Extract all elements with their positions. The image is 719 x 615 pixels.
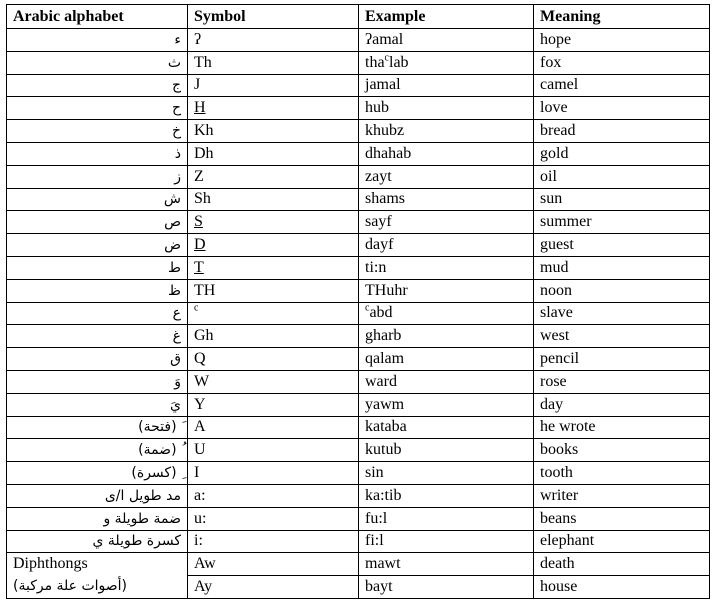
symbol-cell xyxy=(188,530,359,553)
example-cell xyxy=(359,416,534,439)
symbol-cell xyxy=(188,234,359,257)
example-word: THuhr xyxy=(365,281,408,299)
meaning-word: slave xyxy=(540,304,573,322)
table-row xyxy=(7,416,710,439)
example-word: gharb xyxy=(365,327,402,345)
meaning-word: oil xyxy=(540,167,557,185)
meaning-cell xyxy=(534,51,710,74)
arabic-letter-cell xyxy=(7,325,188,348)
example-word: jamal xyxy=(365,76,401,94)
meaning-cell xyxy=(534,211,710,234)
arabic-letter-cell xyxy=(7,234,188,257)
symbol-cell xyxy=(188,416,359,439)
arabic-letter-cell xyxy=(7,256,188,279)
meaning-word: bread xyxy=(540,122,576,140)
symbol-value: A xyxy=(194,418,206,436)
arabic-letter-cell xyxy=(7,484,188,507)
arabic-letter: ذ xyxy=(174,145,181,162)
meaning-cell xyxy=(534,576,710,599)
example-cell xyxy=(359,484,534,507)
table-row xyxy=(7,256,710,279)
header-row xyxy=(7,5,710,29)
arabic-letter: كسرة طويلة ي xyxy=(92,533,181,550)
symbol-cell xyxy=(188,576,359,599)
example-word: dayf xyxy=(365,236,394,254)
diphthongs-label-arabic: (أصوات علة مركبة) xyxy=(13,578,128,595)
meaning-cell xyxy=(534,29,710,52)
example-word: mawt xyxy=(365,555,401,573)
example-cell xyxy=(359,507,534,530)
arabic-letter-cell xyxy=(7,165,188,188)
table-row xyxy=(7,507,710,530)
table-row xyxy=(7,165,710,188)
meaning-cell xyxy=(534,553,710,576)
example-word: bayt xyxy=(365,578,393,596)
symbol-value: Ay xyxy=(194,578,213,596)
table-row xyxy=(7,142,710,165)
header-example: Example xyxy=(359,5,534,29)
example-cell xyxy=(359,439,534,462)
example-word: hub xyxy=(365,99,389,117)
example-word: sin xyxy=(365,464,384,482)
meaning-word: day xyxy=(540,395,564,413)
meaning-word: he wrote xyxy=(540,418,596,436)
arabic-letter-cell xyxy=(7,416,188,439)
example-cell xyxy=(359,211,534,234)
symbol-value: a: xyxy=(194,486,206,504)
example-word: ti:n xyxy=(365,258,387,276)
example-word-part: abd xyxy=(369,304,393,322)
symbol-value: Gh xyxy=(194,327,214,345)
meaning-cell xyxy=(534,348,710,371)
arabic-letter: ء xyxy=(174,31,181,48)
meaning-word: summer xyxy=(540,213,592,231)
table-row xyxy=(7,370,710,393)
symbol-cell xyxy=(188,142,359,165)
meaning-word: beans xyxy=(540,509,577,527)
diphthongs-label-cell xyxy=(7,553,188,599)
symbol-cell xyxy=(188,370,359,393)
meaning-cell xyxy=(534,416,710,439)
example-superscript: c xyxy=(384,52,389,64)
meaning-cell xyxy=(534,188,710,211)
example-word-part: lab xyxy=(389,53,409,71)
example-cell xyxy=(359,370,534,393)
example-word: ʔamal xyxy=(365,30,404,48)
symbol-cell xyxy=(188,348,359,371)
example-cell xyxy=(359,393,534,416)
example-cell xyxy=(359,279,534,302)
arabic-letter: ضمة طويلة و xyxy=(103,510,181,527)
meaning-word: books xyxy=(540,441,579,459)
table-row xyxy=(7,484,710,507)
arabic-letter-cell xyxy=(7,348,188,371)
example-cell xyxy=(359,553,534,576)
meaning-cell xyxy=(534,234,710,257)
table-row xyxy=(7,29,710,52)
example-cell xyxy=(359,188,534,211)
meaning-word: writer xyxy=(540,486,579,504)
example-cell xyxy=(359,462,534,485)
arabic-letter-cell xyxy=(7,279,188,302)
meaning-cell xyxy=(534,393,710,416)
symbol-cell xyxy=(188,97,359,120)
table-row xyxy=(7,462,710,485)
arabic-letter-cell xyxy=(7,120,188,143)
meaning-cell xyxy=(534,74,710,97)
arabic-letter-cell xyxy=(7,51,188,74)
symbol-value: ʔ xyxy=(194,30,202,48)
example-superscript: c xyxy=(365,303,370,315)
arabic-letter-cell xyxy=(7,393,188,416)
arabic-letter-cell xyxy=(7,507,188,530)
symbol-cell xyxy=(188,29,359,52)
arabic-letter: ش xyxy=(163,191,181,208)
meaning-cell xyxy=(534,462,710,485)
symbol-value: W xyxy=(194,372,210,390)
symbol-cell xyxy=(188,393,359,416)
meaning-word: love xyxy=(540,99,568,117)
arabic-letter-cell xyxy=(7,439,188,462)
table-row xyxy=(7,211,710,234)
header-symbol: Symbol xyxy=(188,5,359,29)
header-arabic-alphabet: Arabic alphabet xyxy=(7,5,188,29)
example-cell xyxy=(359,51,534,74)
example-word: kataba xyxy=(365,418,407,436)
symbol-cell xyxy=(188,462,359,485)
meaning-word: elephant xyxy=(540,532,595,550)
symbol-value: TH xyxy=(194,281,216,299)
arabic-letter: يَ xyxy=(170,396,181,413)
example-word: fu:l xyxy=(365,509,388,527)
arabic-letter-cell xyxy=(7,211,188,234)
table-row xyxy=(7,348,710,371)
arabic-letter: ز xyxy=(174,168,181,185)
example-cell xyxy=(359,576,534,599)
arabic-letter-cell xyxy=(7,97,188,120)
example-cell xyxy=(359,29,534,52)
symbol-cell xyxy=(188,120,359,143)
table-row xyxy=(7,393,710,416)
symbol-value: D xyxy=(194,236,206,254)
meaning-cell xyxy=(534,256,710,279)
arabic-letter-cell xyxy=(7,302,188,325)
example-cell xyxy=(359,74,534,97)
meaning-cell xyxy=(534,507,710,530)
meaning-cell xyxy=(534,120,710,143)
symbol-value: Dh xyxy=(194,144,214,162)
symbol-value: Y xyxy=(194,395,206,413)
example-cell xyxy=(359,97,534,120)
example-word: shams xyxy=(365,190,405,208)
table-row xyxy=(7,325,710,348)
table-row xyxy=(7,553,710,576)
meaning-cell xyxy=(534,370,710,393)
example-cell xyxy=(359,348,534,371)
meaning-cell xyxy=(534,325,710,348)
symbol-value: I xyxy=(194,464,200,482)
arabic-letter: ق xyxy=(170,351,181,368)
symbol-cell xyxy=(188,256,359,279)
meaning-word: sun xyxy=(540,190,563,208)
symbol-value: Aw xyxy=(194,555,216,573)
symbol-cell xyxy=(188,74,359,97)
arabic-letter: غ xyxy=(172,328,181,345)
example-word-part: tha xyxy=(365,53,385,71)
table-row xyxy=(7,302,710,325)
symbol-cell xyxy=(188,188,359,211)
meaning-word: rose xyxy=(540,372,567,390)
arabic-letter-cell xyxy=(7,142,188,165)
symbol-value: Q xyxy=(194,350,206,368)
example-word: ward xyxy=(365,372,397,390)
symbol-value: Sh xyxy=(194,190,211,208)
meaning-word: tooth xyxy=(540,464,573,482)
table-row xyxy=(7,439,710,462)
symbol-value: Th xyxy=(194,53,212,71)
arabic-letter: مد طويل ا/ى xyxy=(104,487,181,504)
example-word: kutub xyxy=(365,441,402,459)
arabic-letter: ع xyxy=(172,305,181,322)
example-word: sayf xyxy=(365,213,392,231)
meaning-cell xyxy=(534,484,710,507)
arabic-letter-cell xyxy=(7,370,188,393)
symbol-value: u: xyxy=(194,509,207,527)
example-cell xyxy=(359,302,534,325)
meaning-word: fox xyxy=(540,53,562,71)
arabic-letter: خ xyxy=(171,123,181,140)
meaning-cell xyxy=(534,142,710,165)
symbol-cell xyxy=(188,211,359,234)
meaning-word: west xyxy=(540,327,570,345)
example-word: zayt xyxy=(365,167,392,185)
symbol-cell xyxy=(188,439,359,462)
symbol-value: Kh xyxy=(194,122,214,140)
arabic-letter-cell xyxy=(7,462,188,485)
symbol-value: S xyxy=(194,213,203,231)
diphthongs-label: Diphthongs xyxy=(13,555,88,573)
arabic-letter: ح xyxy=(171,100,181,117)
table-row xyxy=(7,51,710,74)
arabic-letter: َ (فتحة) xyxy=(138,419,181,436)
symbol-cell xyxy=(188,51,359,74)
arabic-letter: ط xyxy=(168,259,181,276)
arabic-letter: ِ (كسرة) xyxy=(131,465,181,482)
example-word: dhahab xyxy=(365,144,412,162)
table-row xyxy=(7,74,710,97)
example-word: yawm xyxy=(365,395,405,413)
arabic-letter: ض xyxy=(164,237,181,254)
meaning-cell xyxy=(534,530,710,553)
meaning-word: camel xyxy=(540,76,579,94)
example-cell xyxy=(359,256,534,279)
meaning-cell xyxy=(534,279,710,302)
example-word: qalam xyxy=(365,350,405,368)
example-cell xyxy=(359,530,534,553)
arabic-letter: وَ xyxy=(174,373,181,390)
example-word: fi:l xyxy=(365,532,384,550)
example-word: khubz xyxy=(365,122,405,140)
example-cell xyxy=(359,325,534,348)
arabic-letter-cell xyxy=(7,29,188,52)
header-meaning: Meaning xyxy=(534,5,710,29)
arabic-letter-cell xyxy=(7,530,188,553)
arabic-letter: ُ (ضمة) xyxy=(138,442,181,459)
meaning-word: guest xyxy=(540,236,574,254)
arabic-letter-cell xyxy=(7,74,188,97)
meaning-cell xyxy=(534,439,710,462)
arabic-letter: ظ xyxy=(168,282,181,299)
symbol-cell xyxy=(188,302,359,325)
example-word: ka:tib xyxy=(365,486,402,504)
alphabet-table xyxy=(6,4,710,599)
table-row xyxy=(7,234,710,257)
meaning-cell xyxy=(534,165,710,188)
symbol-value: i: xyxy=(194,532,203,550)
meaning-word: hope xyxy=(540,30,572,48)
symbol-value: Z xyxy=(194,167,204,185)
symbol-value: H xyxy=(194,99,206,117)
symbol-cell xyxy=(188,279,359,302)
symbol-value: T xyxy=(194,258,204,276)
symbol-value: U xyxy=(194,441,206,459)
meaning-word: noon xyxy=(540,281,572,299)
arabic-letter: ص xyxy=(164,214,181,231)
meaning-word: death xyxy=(540,555,575,573)
symbol-cell xyxy=(188,553,359,576)
symbol-cell xyxy=(188,325,359,348)
symbol-cell xyxy=(188,165,359,188)
meaning-cell xyxy=(534,302,710,325)
meaning-word: pencil xyxy=(540,350,580,368)
symbol-value: c xyxy=(194,303,199,315)
meaning-cell xyxy=(534,97,710,120)
example-cell xyxy=(359,234,534,257)
table-body xyxy=(7,29,710,599)
table-row xyxy=(7,97,710,120)
arabic-letter-cell xyxy=(7,188,188,211)
symbol-cell xyxy=(188,484,359,507)
meaning-word: mud xyxy=(540,258,569,276)
symbol-value: J xyxy=(194,76,201,94)
table-row xyxy=(7,279,710,302)
arabic-letter: ج xyxy=(171,77,181,94)
example-cell xyxy=(359,120,534,143)
table-row xyxy=(7,120,710,143)
table-row xyxy=(7,530,710,553)
example-cell xyxy=(359,165,534,188)
meaning-word: gold xyxy=(540,144,569,162)
symbol-cell xyxy=(188,507,359,530)
table-row xyxy=(7,188,710,211)
meaning-word: house xyxy=(540,578,578,596)
arabic-letter: ث xyxy=(167,54,181,71)
example-cell xyxy=(359,142,534,165)
